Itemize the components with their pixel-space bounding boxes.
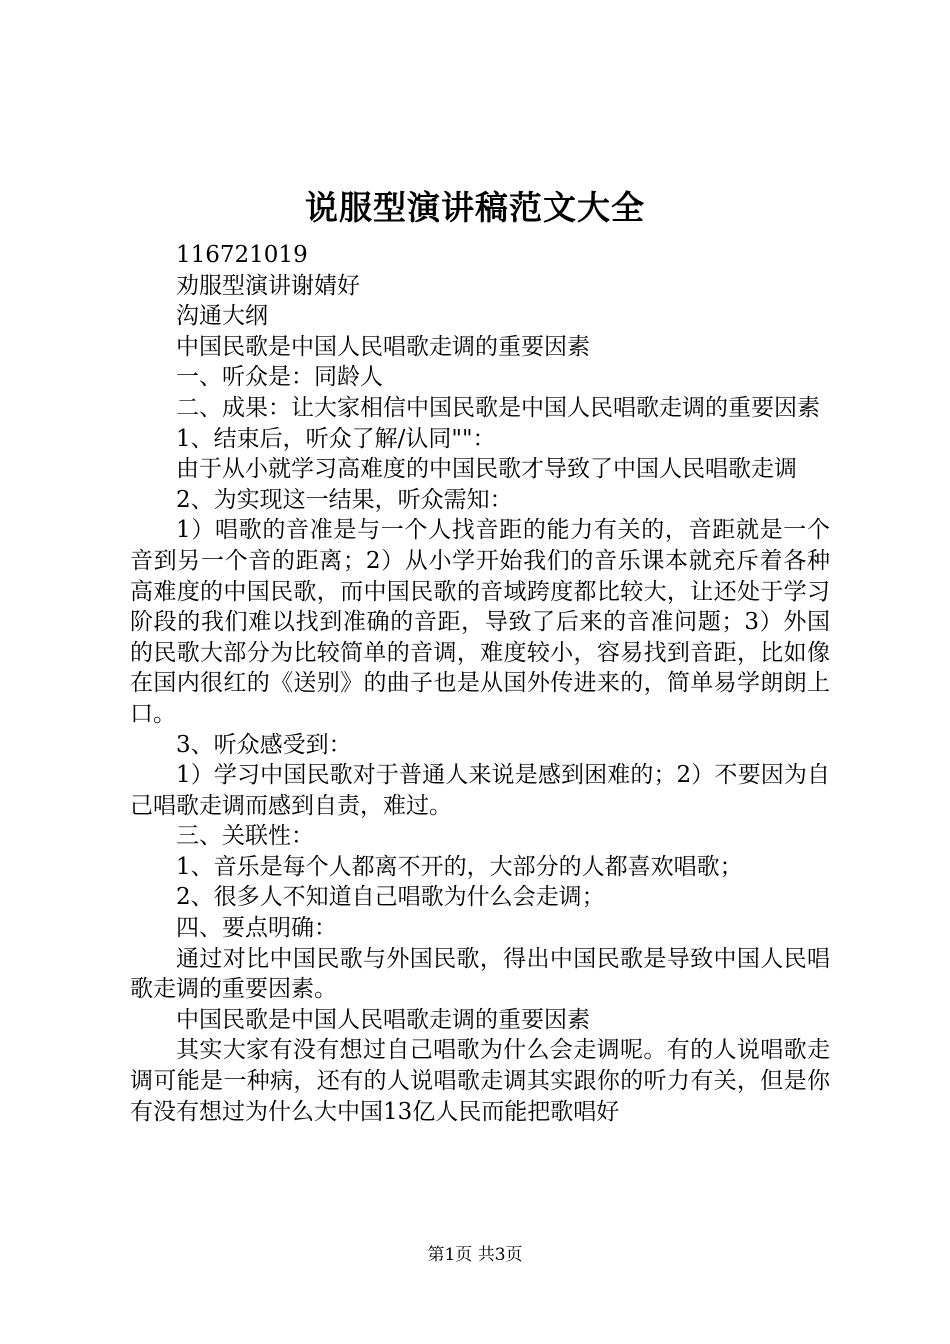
paragraph: 一、听众是：同龄人 — [176, 364, 383, 391]
paragraph: 沟通大纲 — [176, 303, 268, 330]
paragraph: 其实大家有没有想过自己唱歌为什么会走调呢。有的人说唱歌走调可能是一种病，还有的人说唱歌走调其实跟你的听力有关，但是你有没有想过为什么大中国13亿人民而能把歌唱好 — [130, 1037, 830, 1125]
paragraph: 1）唱歌的音准是与一个人找音距的能力有关的，音距就是一个音到另一个音的距离；2）从小学开始我们的音乐课本就充斥着各种高难度的中国民歌，而中国民歌的音域跨度都比较大，让还处于学习阶段的我们难以找到准确的音距，导致了后来的音准问题；3）外国的民歌大部分为比较简单的音调，难度较小，容易找到音距，比如像在国内很红的《送别》的曲子也是从国外传进来的，简单易学朗朗上口。 — [130, 517, 830, 727]
paragraph: 1、结束后，听众了解/认同""： — [176, 425, 496, 452]
paragraph: 由于从小就学习高难度的中国民歌才导致了中国人民唱歌走调 — [176, 456, 797, 483]
page-footer: 第1页 共3页 — [427, 1245, 523, 1265]
paragraph: 1、音乐是每个人都离不开的，大部分的人都喜欢唱歌； — [176, 853, 743, 880]
paragraph: 3、听众感受到： — [176, 731, 352, 758]
paragraph: 2、为实现这一结果，听众需知： — [176, 486, 513, 513]
paragraph: 三、关联性： — [176, 823, 314, 850]
paragraph: 中国民歌是中国人民唱歌走调的重要因素 — [176, 333, 590, 360]
paragraph: 2、很多人不知道自己唱歌为什么会走调； — [176, 884, 605, 911]
paragraph: 四、要点明确： — [176, 915, 337, 942]
paragraph: 1）学习中国民歌对于普通人来说是感到困难的；2）不要因为自己唱歌走调而感到自责，难过。 — [130, 762, 830, 819]
paragraph: 劝服型演讲谢婧好 — [176, 272, 360, 299]
paragraph: 通过对比中国民歌与外国民歌，得出中国民歌是导致中国人民唱歌走调的重要因素。 — [130, 945, 830, 1003]
paragraph: 116721019 — [176, 242, 308, 268]
document-title: 说服型演讲稿范文大全 — [305, 188, 645, 227]
document-body — [130, 240, 830, 1127]
paragraph: 中国民歌是中国人民唱歌走调的重要因素 — [176, 1006, 590, 1033]
paragraph: 二、成果：让大家相信中国民歌是中国人民唱歌走调的重要因素 — [176, 394, 820, 421]
